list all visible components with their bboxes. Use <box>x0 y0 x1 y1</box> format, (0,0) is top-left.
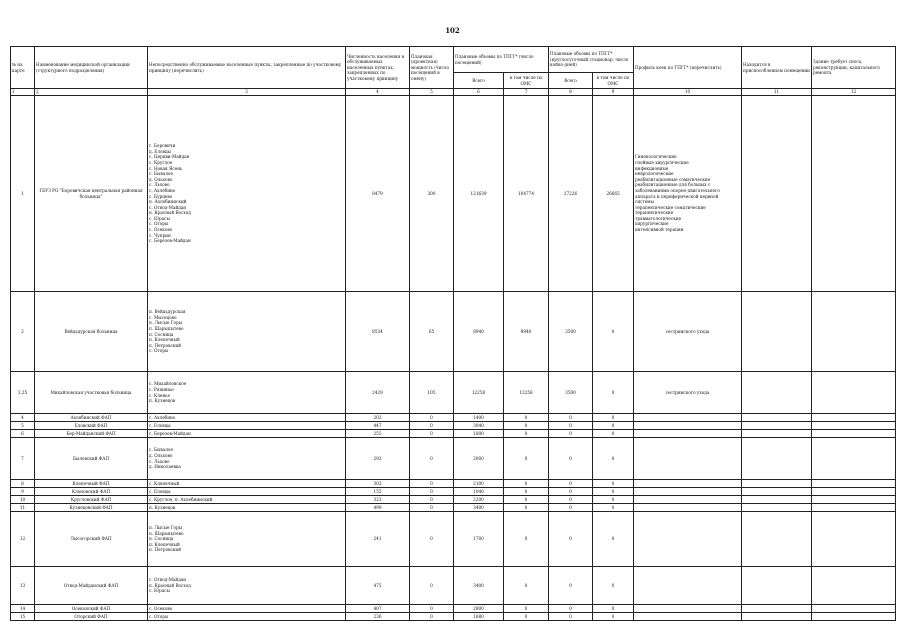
table-row <box>11 96 896 292</box>
bed-days-oms-cell: 0 <box>593 430 634 438</box>
served-place: с. Березов-Майдан <box>149 430 191 436</box>
bed-profile-item: интенсивной терапии <box>635 227 684 233</box>
served-place: с. Клепечный <box>149 480 180 486</box>
adapted-premises-cell <box>742 512 812 567</box>
visits-total-cell: 3040 <box>454 422 504 430</box>
served-place: п. Лысые Горы <box>149 320 183 326</box>
bed-days-total-cell: 0 <box>549 430 593 438</box>
header-adapted-premises: Находится в приспособленном помещении <box>742 47 812 89</box>
visits-oms-cell: 104774 <box>504 96 549 292</box>
served-place: п. Шарыпытево <box>149 325 184 331</box>
visits-total-cell: 2800 <box>454 605 504 613</box>
map-number-cell: 14 <box>11 605 35 613</box>
capacity-cell: 105 <box>410 372 454 414</box>
served-place: с. Ахлебино <box>149 414 176 420</box>
bed-profile-item: терапевтические <box>635 210 674 216</box>
visits-total-cell: 1700 <box>454 512 504 567</box>
served-places-cell <box>148 496 346 504</box>
bed-profile-cell <box>634 488 742 496</box>
organization-name-cell: Вейдьдурская больница <box>35 292 148 372</box>
col-number: 6 <box>454 89 504 96</box>
bed-profile-cell <box>634 512 742 567</box>
organization-name-cell: Михайловская участковая больница <box>35 372 148 414</box>
bed-profile-item: терапевтические соматические <box>635 204 706 210</box>
bed-profile-cell <box>634 96 742 292</box>
bed-profile-cell <box>634 292 742 372</box>
bed-profile-cell <box>634 504 742 512</box>
served-place: с. Отвод-Майдан <box>149 204 187 210</box>
header-bed-days: Плановые объемы по ТПГГ* (круглосуточный стационар, число койко-дней) <box>549 47 634 73</box>
population-cell: 323 <box>346 496 410 504</box>
table-row <box>11 292 896 372</box>
bed-profile-item: хирургические <box>635 221 669 227</box>
col-number: 3 <box>148 89 346 96</box>
served-place: г. Боровичи <box>149 143 176 149</box>
header-served-places: Непосредственно обслуживаемые населенные пункты, закрепленные по участковому принципу (перечислить) <box>148 47 346 89</box>
visits-oms-cell: 12258 <box>504 372 549 414</box>
bed-days-total-cell: 0 <box>549 438 593 480</box>
population-cell: 302 <box>346 480 410 488</box>
bed-profile-item: заболеваниями опорно-двигательного <box>635 187 720 193</box>
bed-days-total-cell: 0 <box>549 414 593 422</box>
visits-oms-cell: 0 <box>504 430 549 438</box>
bed-days-oms-cell: 0 <box>593 605 634 613</box>
header-organization: Наименование медицинской организации (структурного подразделения) <box>35 47 148 89</box>
served-place: с. Оторы <box>149 613 169 619</box>
served-place: с. Льхово <box>149 458 170 464</box>
served-place: п. Сосница <box>149 536 174 542</box>
map-number-cell: 3,25 <box>11 372 35 414</box>
capacity-cell: 0 <box>410 488 454 496</box>
table-row <box>11 613 896 621</box>
served-place: с. Кленье <box>149 392 170 398</box>
bed-profile-item: реабилитационные для больных с <box>635 182 711 188</box>
needs-repair-cell <box>812 488 896 496</box>
capacity-cell: 0 <box>410 430 454 438</box>
bed-profile-cell <box>634 605 742 613</box>
served-place: с. Льхово <box>149 182 170 188</box>
map-number-cell: 5 <box>11 422 35 430</box>
bed-days-total-cell: 0 <box>549 512 593 567</box>
table-row <box>11 430 896 438</box>
visits-oms-cell: 0 <box>504 613 549 621</box>
population-cell: 292 <box>346 438 410 480</box>
organization-name-cell: Еловский ФАП <box>35 422 148 430</box>
visits-total-cell: 12258 <box>454 372 504 414</box>
bed-days-oms-cell: 0 <box>593 504 634 512</box>
population-cell: 2429 <box>346 372 410 414</box>
col-number: 4 <box>346 89 410 96</box>
served-place: с. Круглое <box>149 159 173 165</box>
header-bed-days-total: Всего <box>549 73 593 89</box>
adapted-premises-cell <box>742 292 812 372</box>
served-place: с. Чуприн <box>149 232 171 238</box>
col-number: 8 <box>549 89 593 96</box>
bed-profile-cell <box>634 496 742 504</box>
served-place: с. Мысецово <box>149 314 177 320</box>
served-places-cell <box>148 613 346 621</box>
visits-oms-cell: 0 <box>504 496 549 504</box>
bed-days-total-cell: 27226 <box>549 96 593 292</box>
bed-days-oms-cell: 0 <box>593 414 634 422</box>
organization-name-cell: Отвод-Майданский ФАП <box>35 567 148 605</box>
needs-repair-cell <box>812 430 896 438</box>
table-row <box>11 414 896 422</box>
served-places-cell <box>148 292 346 372</box>
col-number: 1 <box>11 89 35 96</box>
bed-profile-cell <box>634 567 742 605</box>
needs-repair-cell <box>812 96 896 292</box>
capacity-cell: 0 <box>410 438 454 480</box>
bed-profile-cell <box>634 414 742 422</box>
capacity-cell: 0 <box>410 480 454 488</box>
capacity-cell: 0 <box>410 422 454 430</box>
served-place: с. Отвод-Майдан <box>149 577 187 583</box>
header-bed-profile: Профиль коек по ТПГГ* (перечислить) <box>634 47 742 89</box>
visits-oms-cell: 0 <box>504 438 549 480</box>
table-row <box>11 372 896 414</box>
capacity-cell: 0 <box>410 496 454 504</box>
adapted-premises-cell <box>742 414 812 422</box>
served-place: с. Бывалое <box>149 171 173 177</box>
visits-total-cell: 1800 <box>454 430 504 438</box>
bed-profile-item: системы <box>635 199 654 205</box>
organization-name-cell: Клепечный ФАП <box>35 480 148 488</box>
organization-name-cell: ГБУЗ РО "Боровичская центральная районная больница" <box>35 96 148 292</box>
header-capacity: Плановая (проектная) мощность (число посещений в смену) <box>410 47 454 89</box>
needs-repair-cell <box>812 512 896 567</box>
visits-total-cell: 1040 <box>454 488 504 496</box>
visits-oms-cell: 0 <box>504 488 549 496</box>
served-places-cell <box>148 480 346 488</box>
visits-total-cell: 8940 <box>454 292 504 372</box>
population-cell: 155 <box>346 488 410 496</box>
served-place: с. Березов-Майдан <box>149 238 191 244</box>
served-place: с. Новая Ясень <box>149 165 183 171</box>
served-places-cell <box>148 96 346 292</box>
served-place: п. Красный Восход <box>149 582 191 588</box>
capacity-cell: 300 <box>410 96 454 292</box>
header-needs-repair: Здание требует сноса, реконструкции, капитального ремонта <box>812 47 896 89</box>
visits-oms-cell: 0 <box>504 422 549 430</box>
col-number: 7 <box>504 89 549 96</box>
visits-total-cell: 1680 <box>454 613 504 621</box>
population-cell: 202 <box>346 414 410 422</box>
capacity-cell: 0 <box>410 613 454 621</box>
served-place: с. Осеково <box>149 605 173 611</box>
served-place: д. Ольхово <box>149 452 173 458</box>
visits-oms-cell: 0 <box>504 567 549 605</box>
served-place: п. Красный Восход <box>149 210 191 216</box>
served-place: с. Церкви-Майдан <box>149 154 190 160</box>
header-map-number: № на карте <box>11 47 35 89</box>
adapted-premises-cell <box>742 96 812 292</box>
bed-days-total-cell: 0 <box>549 480 593 488</box>
bed-profile-cell <box>634 438 742 480</box>
map-number-cell: 4 <box>11 414 35 422</box>
capacity-cell: 0 <box>410 512 454 567</box>
capacity-cell: 0 <box>410 414 454 422</box>
bed-days-oms-cell: 0 <box>593 567 634 605</box>
bed-days-total-cell: 0 <box>549 488 593 496</box>
bed-profile-item: гнойные хирургические <box>635 159 689 165</box>
bed-days-oms-cell: 0 <box>593 292 634 372</box>
served-place: п. Шарыпытево <box>149 530 184 536</box>
organization-name-cell: Осеконский ФАП <box>35 605 148 613</box>
needs-repair-cell <box>812 292 896 372</box>
bed-profile-item: аппарата и периферической нервной <box>635 193 719 199</box>
served-places-cell <box>148 567 346 605</box>
page-number: 102 <box>445 26 460 35</box>
population-cell: 255 <box>346 430 410 438</box>
served-place: с. Бывалое <box>149 447 173 453</box>
organization-name-cell: Бер-Майданский ФАП <box>35 430 148 438</box>
map-number-cell: 13 <box>11 567 35 605</box>
facilities-table <box>10 46 896 621</box>
visits-oms-cell: 0 <box>504 605 549 613</box>
needs-repair-cell <box>812 422 896 430</box>
served-place: с. Михайловское <box>149 381 187 387</box>
map-number-cell: 2 <box>11 292 35 372</box>
organization-name-cell: Оторский ФАП <box>35 613 148 621</box>
organization-name-cell: Быловский ФАП <box>35 438 148 480</box>
map-number-cell: 12 <box>11 512 35 567</box>
capacity-cell: 65 <box>410 292 454 372</box>
needs-repair-cell <box>812 372 896 414</box>
population-cell: 236 <box>346 613 410 621</box>
visits-total-cell: 3400 <box>454 504 504 512</box>
served-place: с. Ахлебино <box>149 187 176 193</box>
header-bed-days-oms: в том числе по ОМС <box>593 73 634 89</box>
served-place: с. Юрасы <box>149 215 170 221</box>
needs-repair-cell <box>812 480 896 488</box>
bed-profile-cell <box>634 372 742 414</box>
table-row <box>11 496 896 504</box>
adapted-premises-cell <box>742 438 812 480</box>
served-places-cell <box>148 438 346 480</box>
header-visits-total: Всего <box>454 73 504 89</box>
organization-name-cell: Кузнецовский ФАП <box>35 504 148 512</box>
header-visits: Плановые объемы по ТПГГ* (число посещений) <box>454 47 549 73</box>
served-places-cell <box>148 414 346 422</box>
organization-name-cell: Клоновский ФАП <box>35 488 148 496</box>
map-number-cell: 9 <box>11 488 35 496</box>
served-places-cell <box>148 504 346 512</box>
col-number: 12 <box>812 89 896 96</box>
bed-days-oms-cell: 0 <box>593 488 634 496</box>
visits-oms-cell: 0 <box>504 512 549 567</box>
bed-days-total-cell: 0 <box>549 613 593 621</box>
bed-days-oms-cell: 0 <box>593 422 634 430</box>
visits-total-cell: 1400 <box>454 414 504 422</box>
bed-profile-item: инфекционные <box>635 165 669 171</box>
map-number-cell: 7 <box>11 438 35 480</box>
map-number-cell: 1 <box>11 96 35 292</box>
visits-total-cell: 2100 <box>454 480 504 488</box>
adapted-premises-cell <box>742 605 812 613</box>
map-number-cell: 11 <box>11 504 35 512</box>
map-number-cell: 15 <box>11 613 35 621</box>
header-population: Численность населения в обслуживаемых населенных пунктах, закрепленных по участковому принципу <box>346 47 410 89</box>
population-cell: 475 <box>346 567 410 605</box>
bed-days-oms-cell: 0 <box>593 438 634 480</box>
population-cell: 241 <box>346 512 410 567</box>
bed-profile-item: сестринского ухода <box>665 328 710 334</box>
visits-total-cell: 121639 <box>454 96 504 292</box>
population-cell: 8534 <box>346 292 410 372</box>
bed-days-total-cell: 0 <box>549 605 593 613</box>
visits-oms-cell: 0 <box>504 414 549 422</box>
visits-total-cell: 2200 <box>454 496 504 504</box>
capacity-cell: 0 <box>410 567 454 605</box>
bed-days-oms-cell: 26665 <box>593 96 634 292</box>
served-place: с. Ряшинье <box>149 386 174 392</box>
adapted-premises-cell <box>742 488 812 496</box>
bed-profile-cell <box>634 430 742 438</box>
bed-days-total-cell: 3500 <box>549 372 593 414</box>
table-row <box>11 488 896 496</box>
served-places-cell <box>148 605 346 613</box>
needs-repair-cell <box>812 504 896 512</box>
bed-days-total-cell: 0 <box>549 504 593 512</box>
served-places-cell <box>148 488 346 496</box>
adapted-premises-cell <box>742 422 812 430</box>
bed-days-oms-cell: 0 <box>593 512 634 567</box>
served-place: с. Юрасы <box>149 588 170 594</box>
adapted-premises-cell <box>742 567 812 605</box>
bed-days-oms-cell: 0 <box>593 372 634 414</box>
population-cell: 8479 <box>346 96 410 292</box>
served-places-cell <box>148 372 346 414</box>
organization-name-cell: Ахлебинский ФАП <box>35 414 148 422</box>
table-row <box>11 567 896 605</box>
served-place: п. Петровский <box>149 342 182 348</box>
col-number: 11 <box>742 89 812 96</box>
served-places-cell <box>148 430 346 438</box>
visits-total-cell: 3400 <box>454 567 504 605</box>
visits-total-cell: 2000 <box>454 438 504 480</box>
bed-days-total-cell: 0 <box>549 496 593 504</box>
table-row <box>11 605 896 613</box>
organization-name-cell: Лысогорский ФАП <box>35 512 148 567</box>
served-place: с. Осеково <box>149 227 173 233</box>
organization-name-cell: Кругловский ФАП <box>35 496 148 504</box>
served-place: с. Еловцы <box>149 488 171 494</box>
visits-oms-cell: 0 <box>504 504 549 512</box>
bed-profile-item: Гинекологические <box>635 154 677 160</box>
needs-repair-cell <box>812 613 896 621</box>
bed-profile-item: сестринского ухода <box>665 389 710 395</box>
served-place: п. Вейдьдурская <box>149 309 186 315</box>
served-place: с. Еловцы <box>149 422 171 428</box>
table-row <box>11 438 896 480</box>
bed-profile-cell <box>634 613 742 621</box>
bed-days-total-cell: 0 <box>549 567 593 605</box>
table-row <box>11 512 896 567</box>
served-places-cell <box>148 422 346 430</box>
adapted-premises-cell <box>742 496 812 504</box>
table-row <box>11 480 896 488</box>
col-number: 2 <box>35 89 148 96</box>
needs-repair-cell <box>812 414 896 422</box>
served-place: п. Кузнецов <box>149 504 176 510</box>
bed-profile-cell <box>634 480 742 488</box>
col-number: 10 <box>634 89 742 96</box>
served-place: п. Кузнецов <box>149 398 176 404</box>
served-place: д. Ольхово <box>149 176 173 182</box>
needs-repair-cell <box>812 605 896 613</box>
bed-days-total-cell: 0 <box>549 422 593 430</box>
adapted-premises-cell <box>742 504 812 512</box>
population-cell: 447 <box>346 422 410 430</box>
bed-days-oms-cell: 0 <box>593 496 634 504</box>
needs-repair-cell <box>812 567 896 605</box>
table-row <box>11 504 896 512</box>
table-body <box>11 96 896 621</box>
map-number-cell: 6 <box>11 430 35 438</box>
bed-days-oms-cell: 0 <box>593 480 634 488</box>
col-number: 5 <box>410 89 454 96</box>
header-visits-oms: в том числе по ОМС <box>504 73 549 89</box>
adapted-premises-cell <box>742 480 812 488</box>
bed-days-oms-cell: 0 <box>593 613 634 621</box>
col-number: 9 <box>593 89 634 96</box>
served-place: с. Оторы <box>149 348 169 354</box>
bed-profile-item: реабилитационные соматические <box>635 176 711 182</box>
map-number-cell: 10 <box>11 496 35 504</box>
served-place: д. Николаевка <box>149 464 181 470</box>
map-number-cell: 8 <box>11 480 35 488</box>
served-place: п. Клепечный <box>149 337 180 343</box>
capacity-cell: 0 <box>410 504 454 512</box>
visits-oms-cell: 8940 <box>504 292 549 372</box>
served-place: п. Лысые Горы <box>149 525 183 531</box>
bed-days-total-cell: 3500 <box>549 292 593 372</box>
population-cell: 407 <box>346 605 410 613</box>
served-place: с. Оторы <box>149 221 169 227</box>
population-cell: 499 <box>346 504 410 512</box>
served-place: п. Петровский <box>149 547 182 553</box>
served-place: д. Еловцы <box>149 148 171 154</box>
needs-repair-cell <box>812 438 896 480</box>
needs-repair-cell <box>812 496 896 504</box>
adapted-premises-cell <box>742 372 812 414</box>
bed-profile-item: неврологические <box>635 171 674 177</box>
bed-profile-item: травматологические <box>635 215 682 221</box>
served-place: п. Сосница <box>149 331 174 337</box>
visits-oms-cell: 0 <box>504 480 549 488</box>
served-place: с. Бурцево <box>149 193 173 199</box>
served-place: п. Ахлебиниский <box>149 199 187 205</box>
adapted-premises-cell <box>742 430 812 438</box>
served-place: с. Круглое, п. Ахлебиниский <box>149 496 213 502</box>
served-places-cell <box>148 512 346 567</box>
table-row <box>11 422 896 430</box>
bed-profile-cell <box>634 422 742 430</box>
served-place: п. Клепечный <box>149 541 180 547</box>
capacity-cell: 0 <box>410 605 454 613</box>
adapted-premises-cell <box>742 613 812 621</box>
